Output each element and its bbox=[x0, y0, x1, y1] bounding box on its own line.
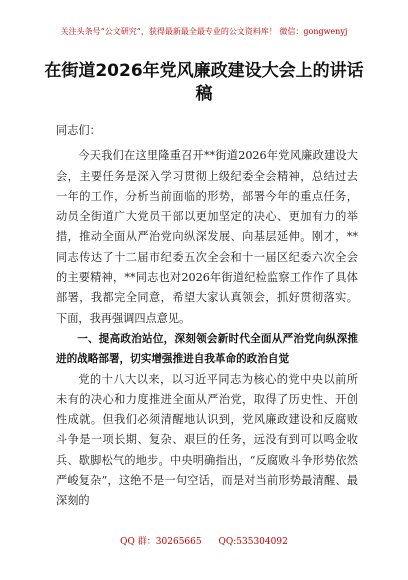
intro-paragraph: 今天我们在这里隆重召开**街道2026年党风廉政建设大会，主要任务是深入学习贯彻上级纪委全会精神，总结过去一年的工作，分析当前面临的形势，部署今年的重点任务，动员全街道广大党员干部以更加坚定的决心、更加有力的举措，推动全面从严治党向纵深发展、向基层延伸。刚才，**同志传达了十二届市纪委五次全会和十一届区纪委六次全会的主要精神，**同志也对2026年街道纪检监察工作作了具体部署，我都完全同意，希望大家认真领会，抓好贯彻落实。下面，我再强调四点意见。 bbox=[56, 149, 358, 325]
section-heading: 一、提高政治站位，深刻领会新时代全面从严治党向纵深推进的战略部署，切实增强推进自我革命的政治自觉 bbox=[56, 332, 358, 366]
footer-contact bbox=[0, 534, 408, 547]
document-body bbox=[56, 121, 358, 512]
section-paragraph: 党的十八大以来，以习近平同志为核心的党中央以前所未有的决心和力度推进全面从严治党，取得了历史性、开创性成就。但我们必须清醒地认识到，党风廉政建设和反腐败斗争是一项长期、复杂、艰巨的任务，远没有到可以鸣金收兵、歇脚松气的地步。中央明确指出，“反腐败斗争形势依然严峻复杂”，这绝不是一句空话，而是对当前形势最清醒、最深刻的 bbox=[56, 372, 358, 508]
salutation: 同志们： bbox=[56, 124, 101, 137]
qq-group-number: QQ 群：30265665 bbox=[120, 537, 202, 547]
document-title: 在街道2026年党风廉政建设大会上的讲话稿 bbox=[44, 61, 364, 104]
qq-contact-number: QQ:535304092 bbox=[218, 537, 288, 547]
header-promo-text: 关注头条号“公文研究”，获得最新最全最专业的公文资料库！ 微信：gongwenyj bbox=[60, 27, 348, 36]
